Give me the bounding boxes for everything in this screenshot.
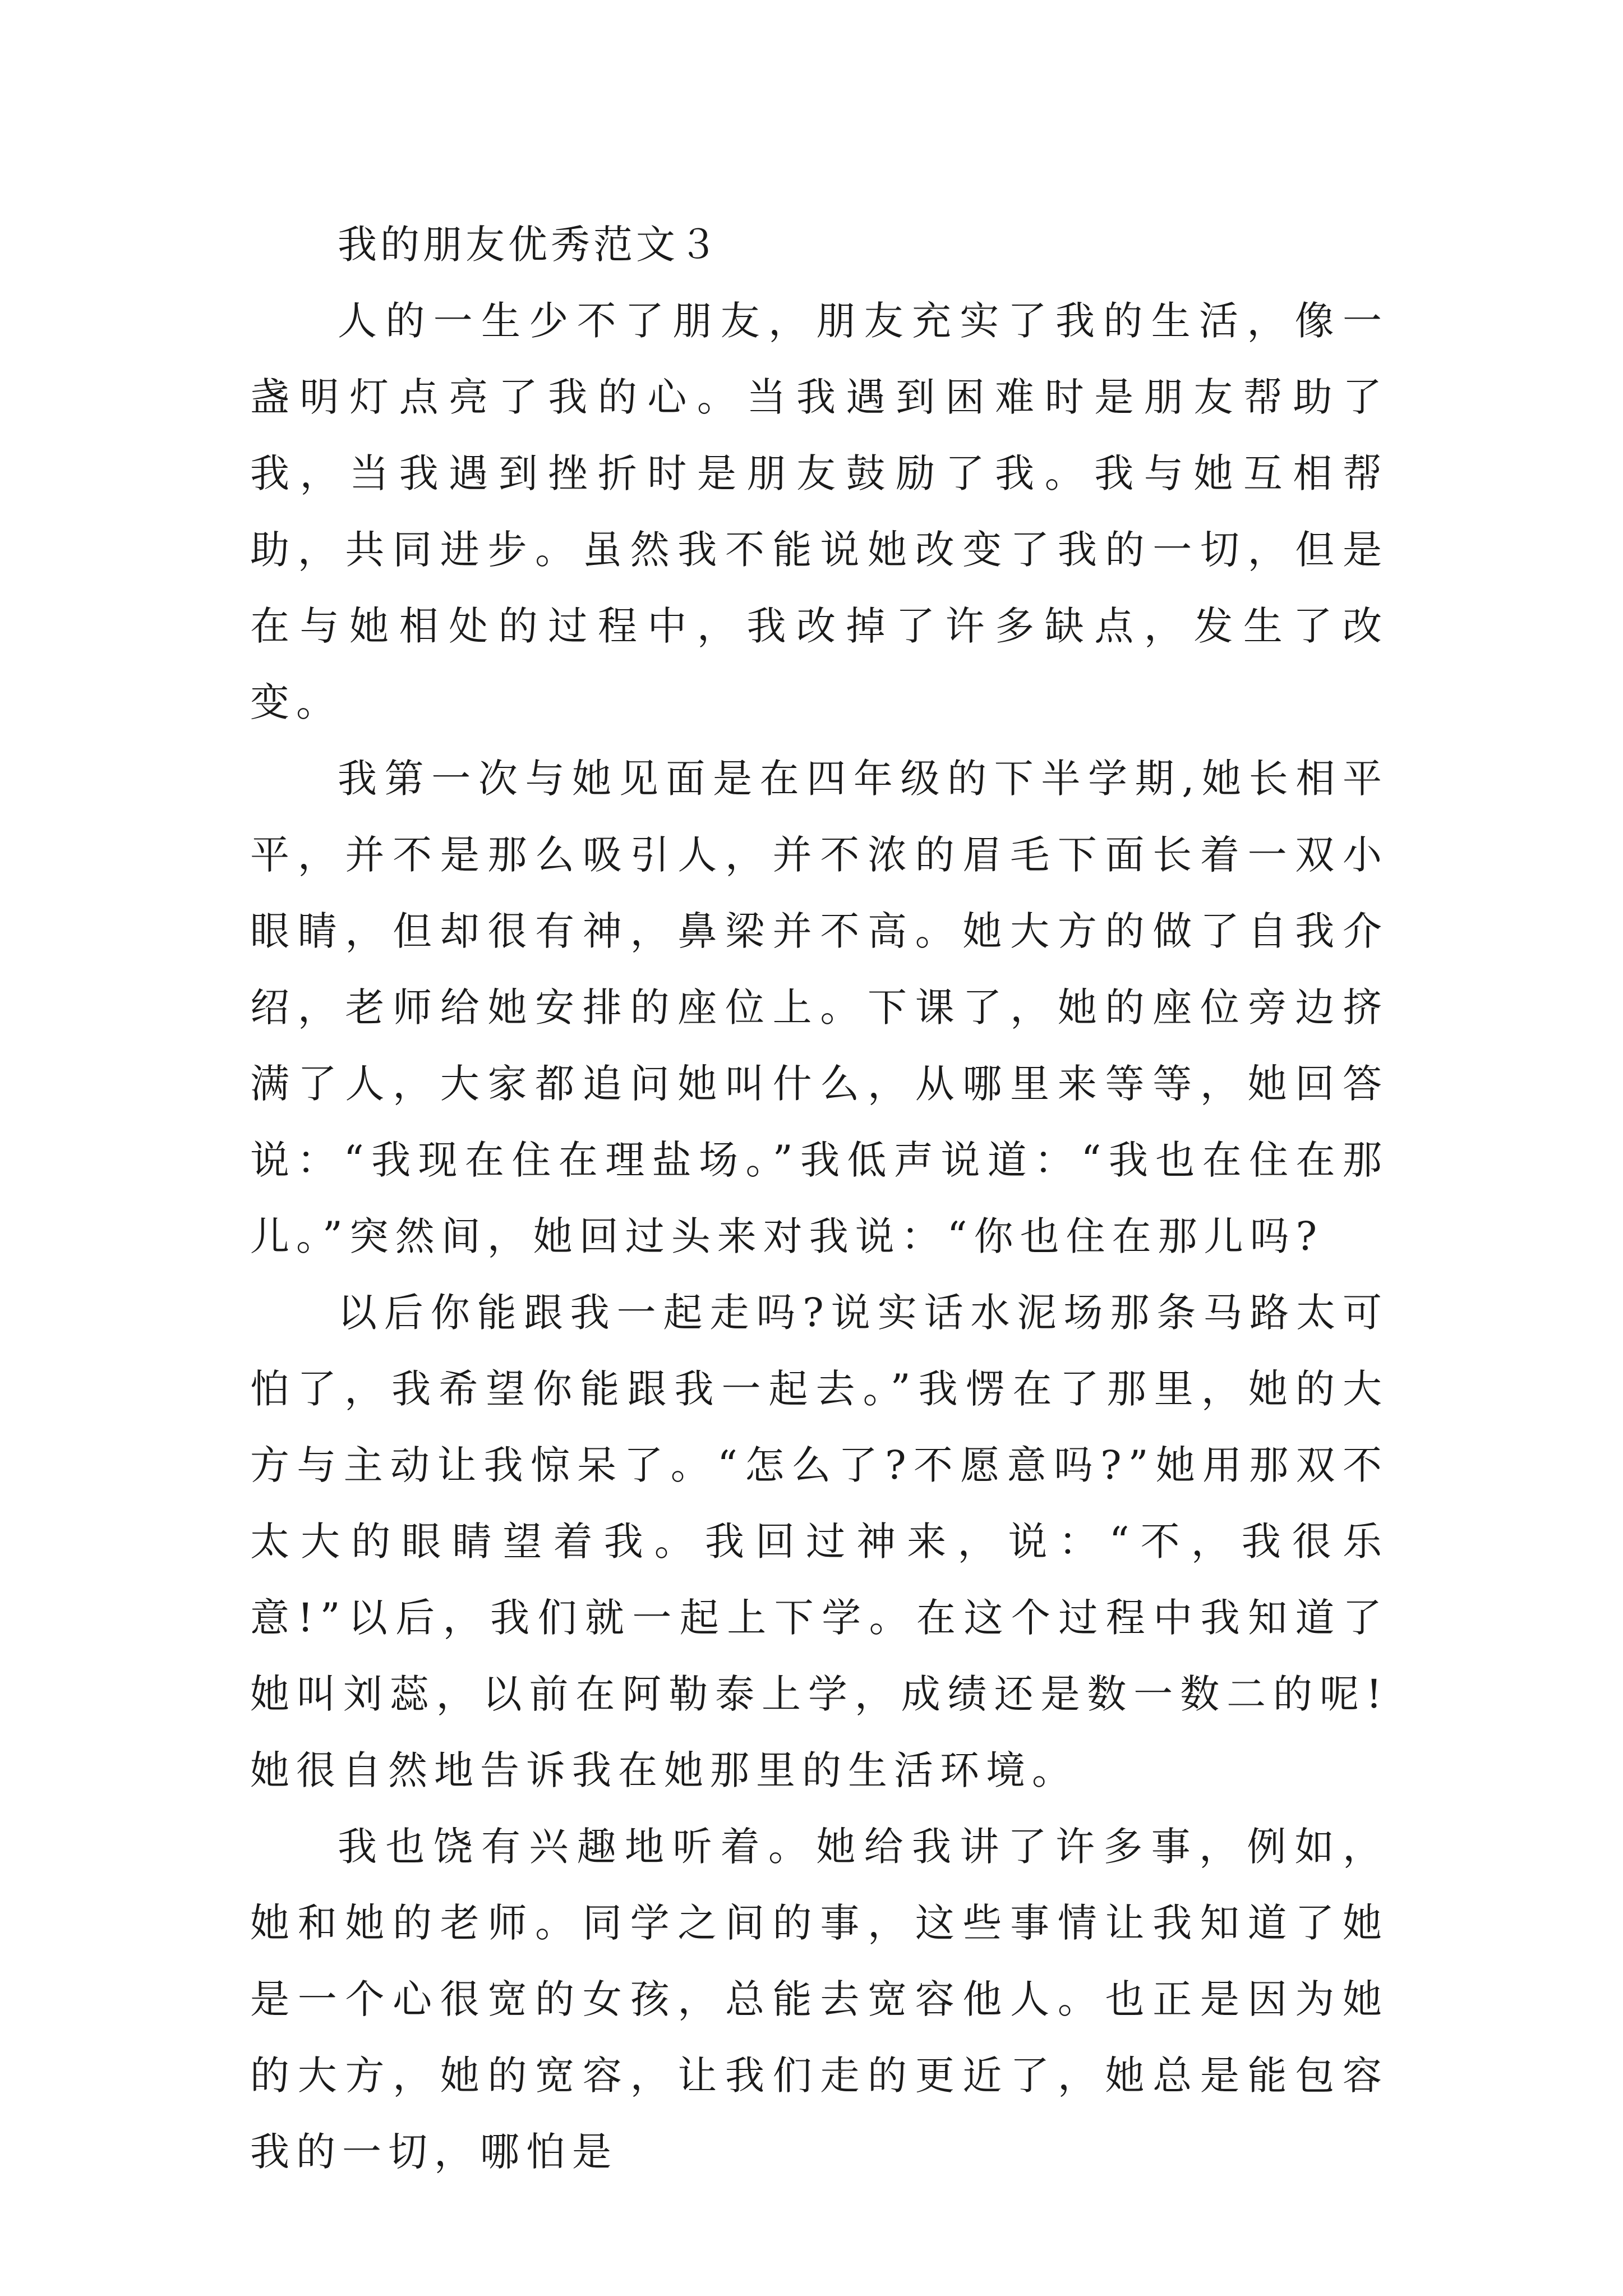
paragraph-3: 以后你能跟我一起走吗?说实话水泥场那条马路太可怕了，我希望你能跟我一起去。”我愣在了那里，她的大方与主动让我惊呆了。“怎么了?不愿意吗?”她用那双不太大的眼睛望着我。我回过神来，说：“不，我很乐意!”以后，我们就一起上下学。在这个过程中我知道了她叫刘蕊，以前在阿勒泰上学，成绩还是数一数二的呢!她很自然地告诉我在她那里的生活环境。 [250,1290,1389,1793]
paragraph-2: 我第一次与她见面是在四年级的下半学期,她长相平平，并不是那么吸引人，并不浓的眉毛下面长着一双小眼睛，但却很有神，鼻梁并不高。她大方的做了自我介绍，老师给她安排的座位上。下课了，她的座位旁边挤满了人，大家都追问她叫什么，从哪里来等等，她回答说：“我现在住在理盐场。”我低声说道：“我也在住在那儿。”突然间，她回过头来对我说：“你也住在那儿吗? [250,756,1389,1259]
document-title: 我的朋友优秀范文３ [338,222,721,268]
document-body [250,206,1389,2190]
paragraph-4: 我也饶有兴趣地听着。她给我讲了许多事，例如，她和她的老师。同学之间的事，这些事情让我知道了她是一个心很宽的女孩，总能去宽容他人。也正是因为她的大方，她的宽容，让我们走的更近了，她总是能包容我的一切，哪怕是 [250,1824,1389,2175]
paragraph-1: 人的一生少不了朋友，朋友充实了我的生活，像一盏明灯点亮了我的心。当我遇到困难时是朋友帮助了我，当我遇到挫折时是朋友鼓励了我。我与她互相帮助，共同进步。虽然我不能说她改变了我的一切，但是在与她相处的过程中，我改掉了许多缺点，发生了改变。 [250,298,1389,725]
